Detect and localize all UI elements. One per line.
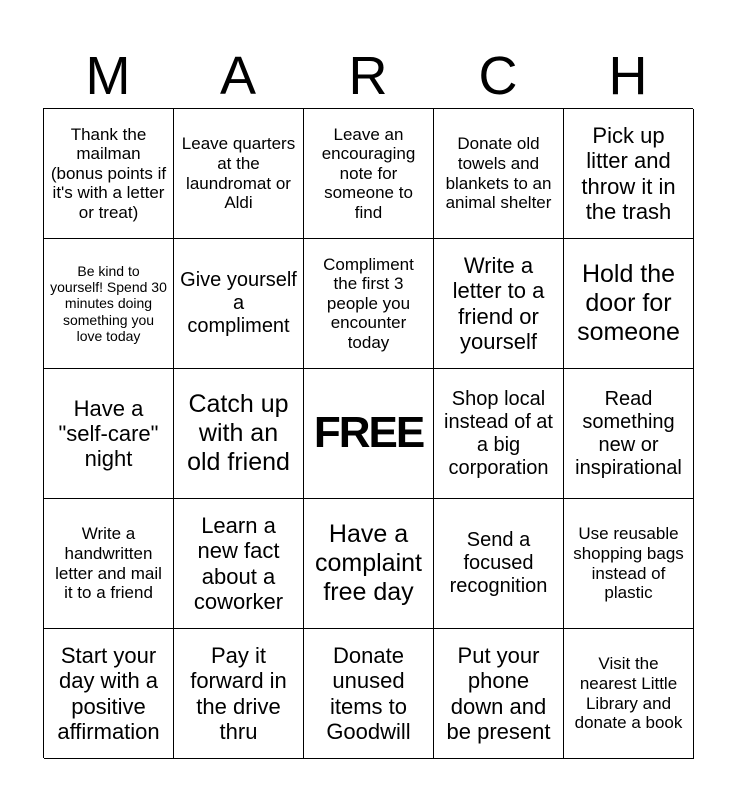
bingo-cell[interactable]: [564, 239, 694, 369]
cell-text: Put your phone down and be present: [446, 642, 551, 744]
free-space[interactable]: [304, 369, 434, 499]
bingo-cell[interactable]: [434, 629, 564, 759]
cell-text: Write a letter to a friend or yourself: [452, 252, 545, 354]
cell-text: Pick up litter and throw it in the trash: [581, 122, 676, 224]
cell-text: Hold the door for someone: [577, 260, 680, 346]
bingo-cell[interactable]: [304, 499, 434, 629]
bingo-cell[interactable]: [174, 499, 304, 629]
header-letter-h: H: [608, 46, 648, 106]
bingo-cell[interactable]: [44, 629, 174, 759]
bingo-cell[interactable]: [304, 629, 434, 759]
bingo-cell[interactable]: [434, 109, 564, 239]
bingo-cell[interactable]: [44, 239, 174, 369]
bingo-cell[interactable]: [174, 109, 304, 239]
cell-text: Write a handwritten letter and mail it to a friend: [55, 524, 162, 603]
bingo-cell[interactable]: [564, 629, 694, 759]
bingo-cell[interactable]: [434, 499, 564, 629]
header-letter-c: C: [478, 46, 518, 106]
cell-text: Be kind to yourself! Spend 30 minutes doing something you love today: [50, 263, 167, 344]
bingo-cell[interactable]: [434, 369, 564, 499]
cell-text: Give yourself a compliment: [180, 269, 297, 337]
bingo-cell[interactable]: [174, 239, 304, 369]
cell-text: Have a "self-care" night: [58, 395, 159, 472]
cell-text: Visit the nearest Little Library and donate a book: [574, 654, 683, 733]
cell-text: Start your day with a positive affirmation: [57, 642, 160, 744]
cell-text: Shop local instead of at a big corporation: [444, 387, 553, 479]
header-letter-m: M: [85, 46, 131, 106]
cell-text: Donate old towels and blankets to an animal shelter: [445, 134, 552, 213]
bingo-board: [43, 108, 693, 758]
free-space-label: FREE: [313, 408, 424, 458]
cell-text: Leave an encouraging note for someone to find: [321, 124, 416, 222]
bingo-cell[interactable]: [564, 109, 694, 239]
bingo-cell[interactable]: [44, 369, 174, 499]
cell-text: Pay it forward in the drive thru: [190, 642, 287, 744]
cell-text: Send a focused recognition: [449, 529, 548, 597]
cell-text: Catch up with an old friend: [187, 390, 290, 476]
header-letter-a: A: [219, 46, 257, 106]
bingo-cell[interactable]: [564, 499, 694, 629]
cell-text: Use reusable shopping bags instead of plastic: [573, 524, 684, 603]
bingo-cell[interactable]: [174, 629, 304, 759]
cell-text: Leave quarters at the laundromat or Aldi: [181, 134, 296, 213]
cell-text: Have a complaint free day: [315, 520, 422, 606]
bingo-cell[interactable]: [174, 369, 304, 499]
bingo-cell[interactable]: [44, 499, 174, 629]
bingo-cell[interactable]: [304, 239, 434, 369]
cell-text: Learn a new fact about a coworker: [193, 512, 284, 614]
cell-text: Compliment the first 3 people you encounter today: [323, 254, 414, 352]
bingo-cell[interactable]: [44, 109, 174, 239]
bingo-header: [43, 44, 693, 108]
cell-text: Thank the mailman (bonus points if it's with a letter or treat): [50, 124, 167, 222]
bingo-cell[interactable]: [304, 109, 434, 239]
cell-text: Read something new or inspirational: [575, 387, 682, 479]
cell-text: Donate unused items to Goodwill: [326, 642, 411, 744]
header-letter-r: R: [348, 46, 388, 106]
bingo-cell[interactable]: [434, 239, 564, 369]
bingo-cell[interactable]: [564, 369, 694, 499]
